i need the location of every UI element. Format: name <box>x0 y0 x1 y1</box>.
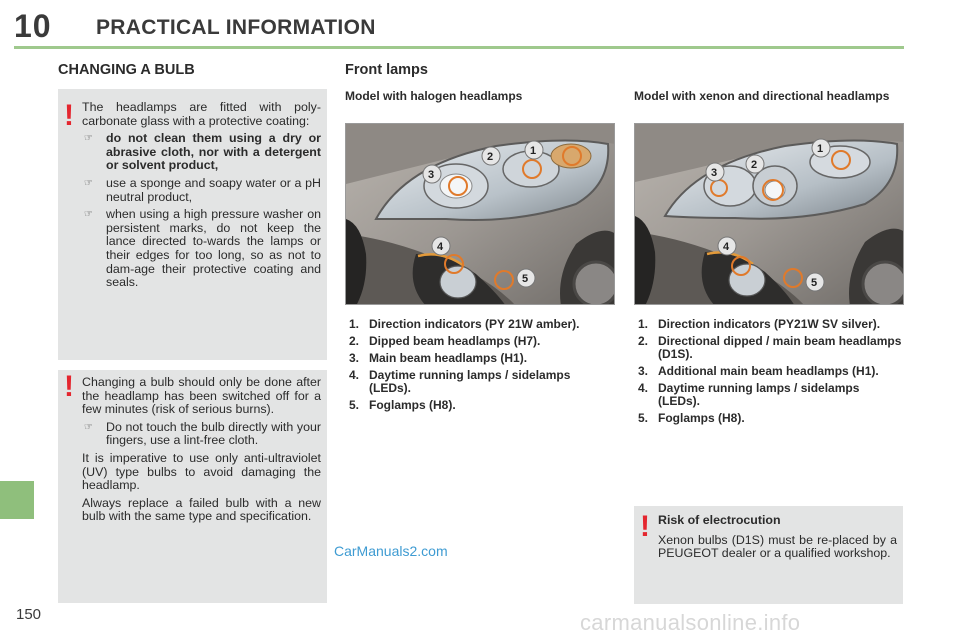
list-item-number: 2. <box>638 334 649 348</box>
halogen-callout-5: 5 <box>522 273 529 285</box>
section-title: CHANGING A BULB <box>58 62 195 78</box>
xenon-callout-4: 4 <box>723 241 730 253</box>
warning-intro: The headlamps are fitted with poly-carbonate glass with a protective coating: <box>82 100 321 128</box>
xenon-callout-1: 1 <box>817 143 824 155</box>
list-item <box>634 335 904 361</box>
xenon-bulb-list <box>634 318 904 429</box>
halogen-bulb-list <box>345 318 615 416</box>
hand-pointer-icon: ☞ <box>84 133 93 145</box>
list-item-text: Foglamps (H8). <box>658 411 745 425</box>
hand-pointer-icon: ☞ <box>84 209 93 221</box>
list-item-number: 5. <box>638 411 649 425</box>
list-item <box>345 352 615 365</box>
xenon-callout-5: 5 <box>811 277 818 289</box>
warning-paragraph: Xenon bulbs (D1S) must be re-placed by a PEUGEOT dealer or a qualified workshop. <box>658 532 897 561</box>
warning-text <box>82 376 321 528</box>
warning-item-text: do not clean them using a dry or abrasive cloth, nor with a detergent or solvent product, <box>106 131 321 173</box>
list-item-text: Direction indicators (PY21W SV silver). <box>658 317 881 331</box>
warning-item-text: use a sponge and soapy water or a pH neutral product, <box>106 175 321 204</box>
list-item <box>634 318 904 331</box>
warning-exclamation-icon: ! <box>64 99 74 132</box>
list-item-number: 4. <box>349 368 360 382</box>
list-item-number: 3. <box>349 351 360 365</box>
xenon-callout-3: 3 <box>711 167 718 179</box>
warning-exclamation-icon: ! <box>64 370 74 403</box>
list-item-text: Directional dipped / main beam headlamps (D1S). <box>658 334 902 361</box>
warning-paragraph: It is imperative to use only anti-ultraviolet (UV) type bulbs to avoid damaging the headlamp. <box>82 450 321 493</box>
warning-list-item <box>82 208 321 290</box>
list-item-text: Main beam headlamps (H1). <box>369 351 528 365</box>
page-number: 150 <box>16 606 42 623</box>
halogen-model-title: Model with halogen headlamps <box>345 89 523 103</box>
halogen-callout-3: 3 <box>428 169 435 181</box>
halogen-headlamp-illustration <box>346 124 615 305</box>
warning-list-item <box>82 132 321 173</box>
list-item-text: Foglamps (H8). <box>369 398 456 412</box>
list-item <box>345 318 615 331</box>
chapter-side-tab <box>0 481 34 519</box>
watermark-carmanuals2[interactable]: CarManuals2.com <box>334 543 448 559</box>
xenon-callout-2: 2 <box>751 159 758 171</box>
list-item <box>345 335 615 348</box>
warning-list-item <box>82 421 321 448</box>
warning-box-burns <box>58 370 327 603</box>
warning-text <box>658 514 897 565</box>
list-item-number: 2. <box>349 334 360 348</box>
xenon-headlamp-illustration <box>635 124 904 305</box>
chapter-title: PRACTICAL INFORMATION <box>96 16 376 39</box>
warning-paragraph: Always replace a failed bulb with a new bulb with the same type and specification. <box>82 495 321 524</box>
halogen-callout-2: 2 <box>487 151 494 163</box>
list-item <box>345 369 615 395</box>
warning-box-electrocution <box>634 506 903 604</box>
warning-exclamation-icon: ! <box>640 510 650 543</box>
list-item-number: 4. <box>638 381 649 395</box>
halogen-callout-4: 4 <box>437 241 444 253</box>
chapter-number: 10 <box>14 8 52 44</box>
header-divider <box>14 46 904 49</box>
list-item-text: Daytime running lamps / sidelamps (LEDs). <box>369 368 571 395</box>
warning-item-text: Do not touch the bulb directly with your fingers, use a lint-free cloth. <box>106 419 321 448</box>
list-item-text: Dipped beam headlamps (H7). <box>369 334 541 348</box>
list-item-number: 1. <box>638 317 649 331</box>
warning-heading: Risk of electrocution <box>658 513 781 527</box>
list-item <box>345 399 615 412</box>
hand-pointer-icon: ☞ <box>84 177 93 189</box>
watermark-carmanualsonline: carmanualsonline.info <box>580 610 801 635</box>
warning-box-coating <box>58 89 327 360</box>
warning-list-item <box>82 177 321 204</box>
list-item-number: 3. <box>638 364 649 378</box>
front-lamps-title: Front lamps <box>345 62 428 78</box>
warning-intro: Changing a bulb should only be done after the headlamp has been switched off for a few minutes (risk of serious burns). <box>82 375 321 417</box>
halogen-callout-1: 1 <box>530 145 537 157</box>
halogen-headlamp-photo <box>345 123 615 305</box>
list-item-number: 1. <box>349 317 360 331</box>
list-item-text: Direction indicators (PY 21W amber). <box>369 317 580 331</box>
warning-item-text: when using a high pressure washer on persistent marks, do not keep the lance directed to-wards the lamps or their edges for too long, so as not to dam-age their protective coating and seals. <box>106 207 321 290</box>
list-item <box>634 382 904 408</box>
warning-text <box>82 101 321 294</box>
xenon-model-title: Model with xenon and directional headlamps <box>634 89 890 103</box>
list-item-text: Daytime running lamps / sidelamps (LEDs). <box>658 381 860 408</box>
hand-pointer-icon: ☞ <box>84 421 93 433</box>
list-item <box>634 412 904 425</box>
xenon-headlamp-photo <box>634 123 904 305</box>
list-item <box>634 365 904 378</box>
list-item-number: 5. <box>349 398 360 412</box>
list-item-text: Additional main beam headlamps (H1). <box>658 364 879 378</box>
